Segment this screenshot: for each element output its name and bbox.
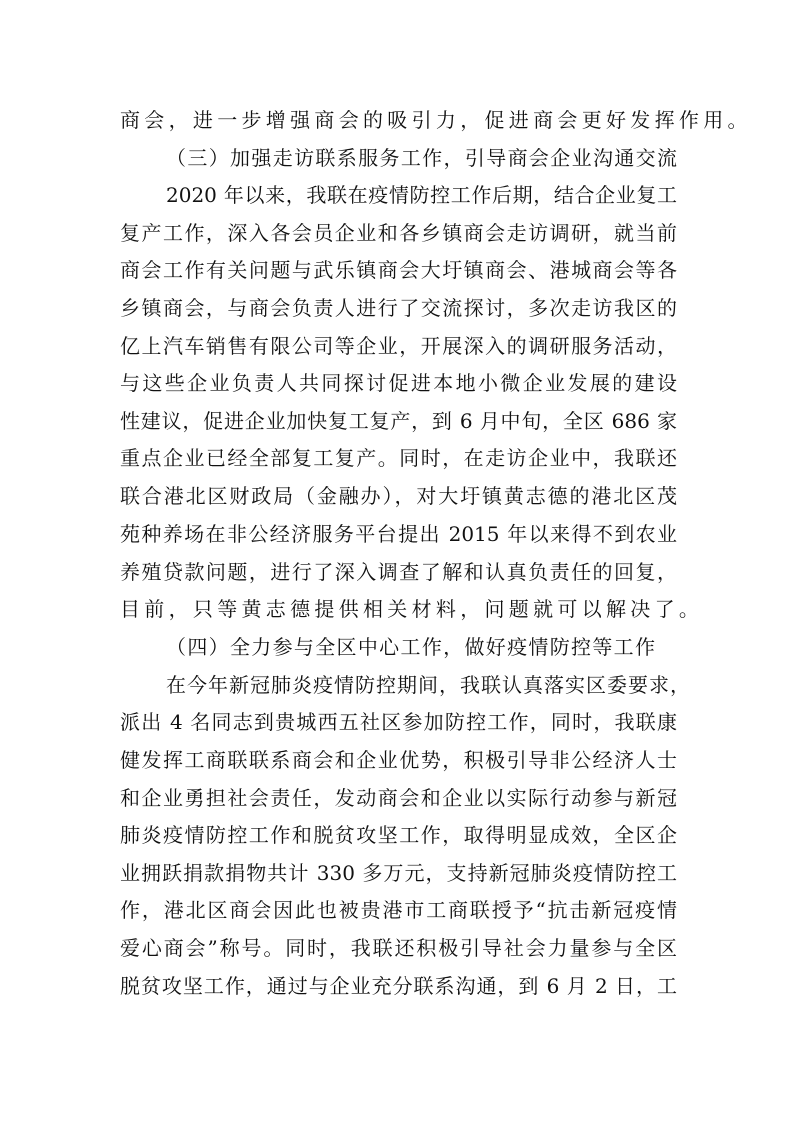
paragraph-line: 目前，只等黄志德提供相关材料，问题就可以解决了。: [120, 597, 704, 621]
paragraph-line: 作，港北区商会因此也被贵港市工商联授予“抗击新冠疫情: [120, 898, 677, 922]
paragraph-line: 商会，进一步增强商会的吸引力，促进商会更好发挥作用。: [120, 108, 752, 132]
paragraph-line: 养殖贷款问题，进行了深入调查了解和认真负责任的回复，: [120, 560, 677, 584]
paragraph-line: 复产工作，深入各会员企业和各乡镇商会走访调研，就当前: [120, 221, 677, 245]
paragraph-line: 联合港北区财政局（金融办），对大圩镇黄志德的港北区茂: [120, 484, 677, 508]
paragraph-line: 健发挥工商联联系商会和企业优势，积极引导非公经济人士: [120, 748, 677, 772]
paragraph-line: 2020 年以来，我联在疫情防控工作后期，结合企业复工: [166, 183, 677, 207]
paragraph-line: 商会工作有关问题与武乐镇商会大圩镇商会、港城商会等各: [120, 258, 677, 282]
paragraph-line: 爱心商会”称号。同时，我联还积极引导社会力量参与全区: [120, 936, 677, 960]
paragraph-line: 与这些企业负责人共同探讨促进本地小微企业发展的建设: [120, 371, 677, 395]
paragraph-line: 在今年新冠肺炎疫情防控期间，我联认真落实区委要求，: [166, 673, 690, 697]
paragraph-line: 派出 4 名同志到贵城西五社区参加防控工作，同时，我联康: [120, 710, 677, 734]
paragraph-line: 亿上汽车销售有限公司等企业，开展深入的调研服务活动，: [120, 334, 677, 358]
paragraph-line: 和企业勇担社会责任，发动商会和企业以实际行动参与新冠: [120, 786, 677, 810]
paragraph-line: 脱贫攻坚工作，通过与企业充分联系沟通，到 6 月 2 日，工: [120, 974, 677, 998]
paragraph-line: 重点企业已经全部复工复产。同时，在走访企业中，我联还: [120, 446, 677, 470]
paragraph-line: 性建议，促进企业加快复工复产，到 6 月中旬，全区 686 家: [120, 409, 677, 433]
paragraph-line: 苑种养场在非公经济服务平台提出 2015 年以来得不到农业: [120, 522, 677, 546]
section-heading-3: （三）加强走访联系服务工作，引导商会企业沟通交流: [166, 146, 677, 170]
paragraph-line: 肺炎疫情防控工作和脱贫攻坚工作，取得明显成效，全区企: [120, 823, 677, 847]
section-heading-4: （四）全力参与全区中心工作，做好疫情防控等工作: [166, 635, 655, 659]
paragraph-line: 乡镇商会，与商会负责人进行了交流探讨，多次走访我区的: [120, 296, 677, 320]
paragraph-line: 业拥跃捐款捐物共计 330 多万元，支持新冠肺炎疫情防控工: [120, 861, 677, 885]
